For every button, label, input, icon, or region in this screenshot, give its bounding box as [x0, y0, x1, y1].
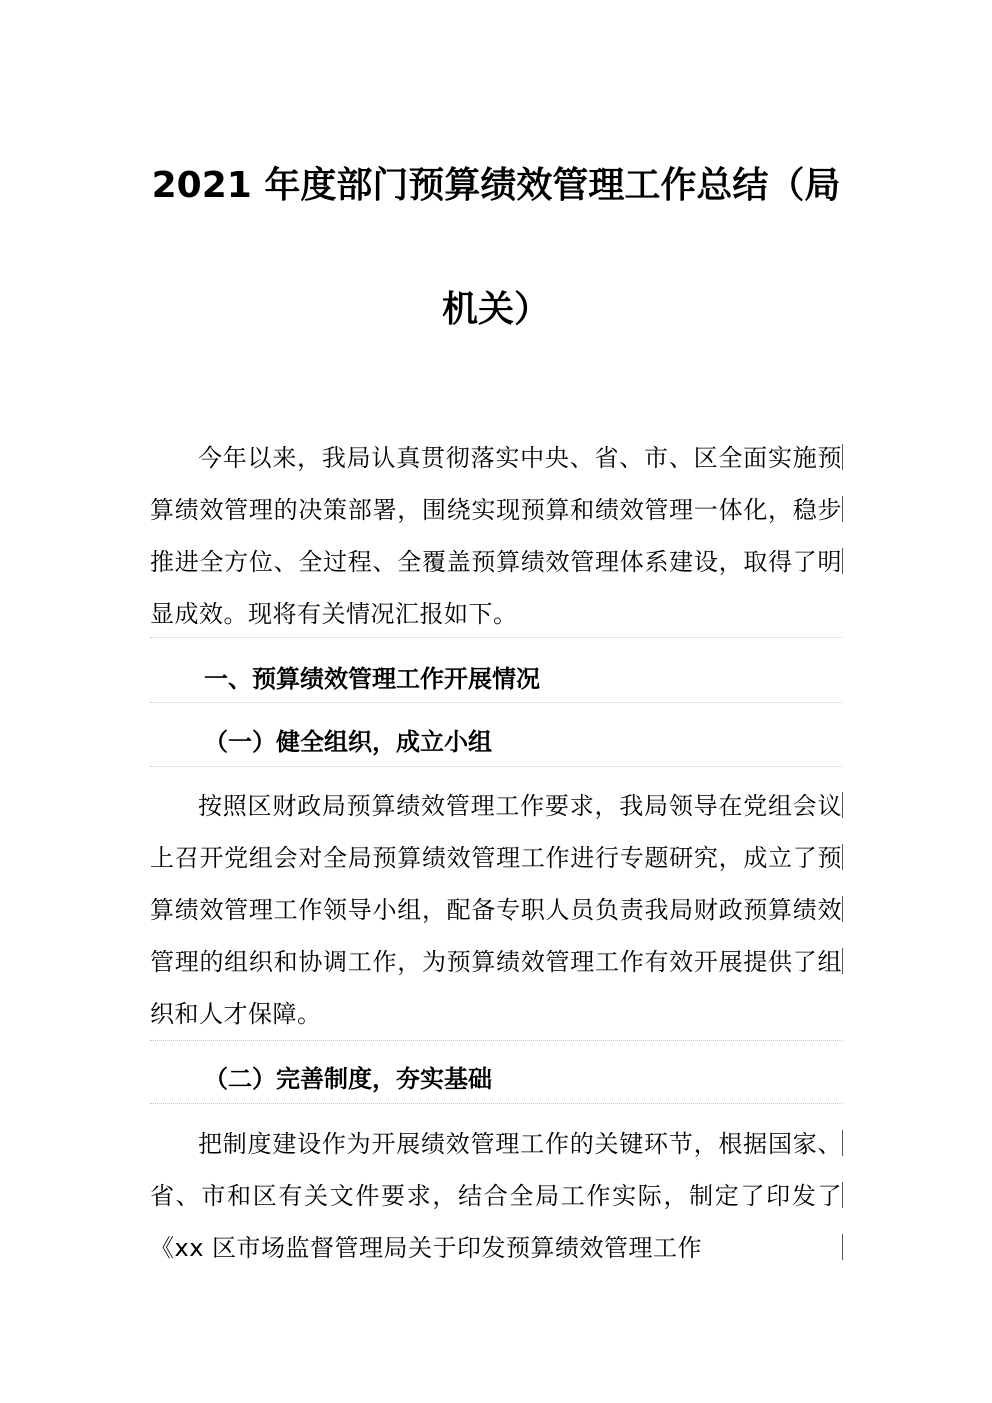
paragraph-divider	[150, 1040, 842, 1041]
document-title-line-2: 机关）	[441, 289, 550, 330]
line-end-marker	[842, 496, 843, 522]
line-end-marker	[842, 1234, 843, 1260]
line-end-marker	[842, 444, 843, 470]
document-title-line-1: 2021 年度部门预算绩效管理工作总结（局	[151, 165, 841, 206]
paragraph-divider	[150, 702, 842, 703]
section-heading-1: 一、预算绩效管理工作开展情况	[204, 665, 540, 693]
line-end-marker	[842, 844, 843, 870]
line-end-marker	[842, 896, 843, 922]
line-end-marker	[842, 1182, 843, 1208]
line-end-marker	[842, 1130, 843, 1156]
paragraph-divider	[150, 1103, 842, 1104]
body-paragraph-system: 把制度建设作为开展绩效管理工作的关键环节，根据国家、省、市和区有关文件要求，结合全局工作实际，制定了印发了《xx 区市场监督管理局关于印发预算绩效管理工作	[150, 1130, 842, 1262]
line-end-marker	[842, 792, 843, 818]
paragraph-divider	[150, 766, 842, 767]
line-end-marker	[842, 548, 843, 574]
intro-paragraph: 今年以来，我局认真贯彻落实中央、省、市、区全面实施预算绩效管理的决策部署，围绕实现预算和绩效管理一体化，稳步推进全方位、全过程、全覆盖预算绩效管理体系建设，取得了明显成效。现将有关情况汇报如下。	[150, 444, 842, 628]
subsection-heading-2: （二）完善制度，夯实基础	[204, 1065, 492, 1093]
line-end-marker	[842, 948, 843, 974]
body-paragraph-organization: 按照区财政局预算绩效管理工作要求，我局领导在党组会议上召开党组会对全局预算绩效管理工作进行专题研究，成立了预算绩效管理工作领导小组，配备专职人员负责我局财政预算绩效管理的组织和协调工作，为预算绩效管理工作有效开展提供了组织和人才保障。	[150, 792, 842, 1028]
subsection-heading-1: （一）健全组织，成立小组	[204, 728, 492, 756]
paragraph-divider	[150, 637, 842, 638]
